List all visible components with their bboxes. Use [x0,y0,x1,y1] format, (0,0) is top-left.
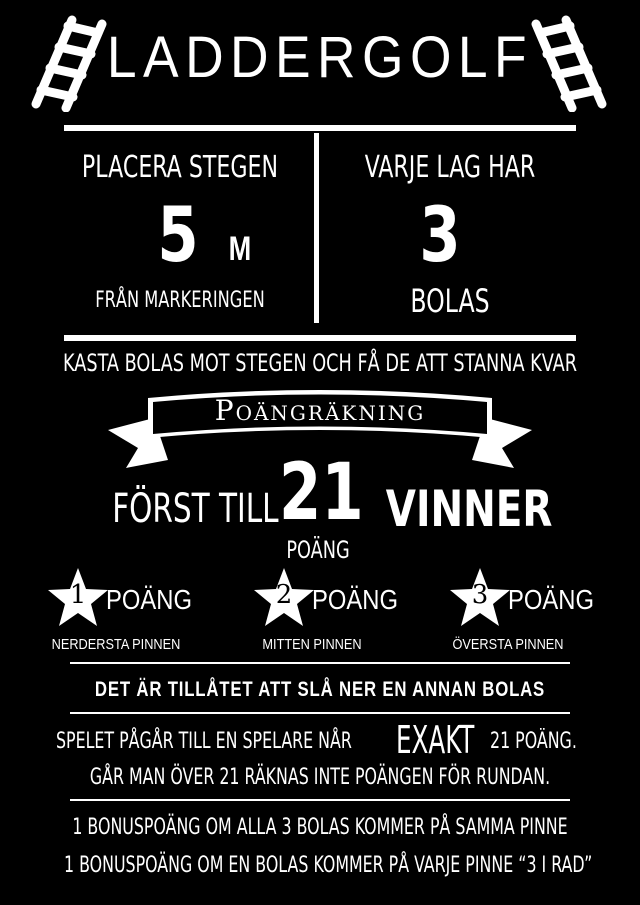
rule-bonus-1: 1 BONUSPOÄNG OM ALLA 3 BOLAS KOMMER PÅ SAMMA PINNE [72,815,568,840]
star-number: 3 [471,580,489,610]
placement-unit: M [228,230,252,268]
star-icon [252,566,316,630]
rule-knock: DET ÄR TILLÅTET ATT SLÅ NER EN ANNAN BOLAS [94,678,546,701]
instruction-text: KASTA BOLAS MOT STEGEN OCH FÅ DE ATT STANNA KVAR [62,349,578,377]
points-label: POÄNG [106,584,192,615]
rule-bonus-2: 1 BONUSPOÄNG OM EN BOLAS KOMMER PÅ VARJE PINNE “3 I RAD” [64,853,593,878]
divider-rules-top [70,662,570,664]
divider-rules-mid [70,712,570,714]
divider-vertical [314,133,319,323]
points-label: POÄNG [508,584,594,615]
goal-unit: POÄNG [286,536,350,564]
pin-label: MITTEN PINNEN [262,636,362,653]
goal-suffix: VINNER [385,480,553,538]
divider-rules-bottom [70,799,570,801]
star-icon [46,566,110,630]
placement-line1: PLACERA STEGEN [81,150,279,185]
star-number: 2 [275,580,293,610]
rule-exact-pre: SPELET PÅGÅR TILL EN SPELARE NÅR [56,729,352,754]
rule-exact-post: 21 POÄNG. [490,729,577,754]
teams-value: 3 [419,190,461,279]
placement-value: 5 [157,190,199,279]
divider-top [64,125,576,131]
placement-line2: FRÅN MARKERINGEN [95,288,265,313]
rule-exact-word: EXAKT [396,718,475,762]
pin-label: NERDERSTA PINNEN [51,636,181,653]
divider-middle [64,335,576,341]
points-label: POÄNG [312,584,398,615]
teams-line2: BOLAS [410,282,490,320]
goal-value: 21 [279,448,364,538]
teams-line1: VARJE LAG HAR [364,150,536,185]
page-title: LADDERGOLF [106,25,534,90]
rule-over: GÅR MAN ÖVER 21 RÄKNAS INTE POÄNGEN FÖR RUNDAN. [89,765,551,790]
pin-label: ÖVERSTA PINNEN [452,636,564,653]
star-icon [448,566,512,630]
star-number: 1 [69,580,87,610]
goal-prefix: FÖRST TILL [112,486,279,532]
banner-label: Poängräkning [214,394,426,427]
